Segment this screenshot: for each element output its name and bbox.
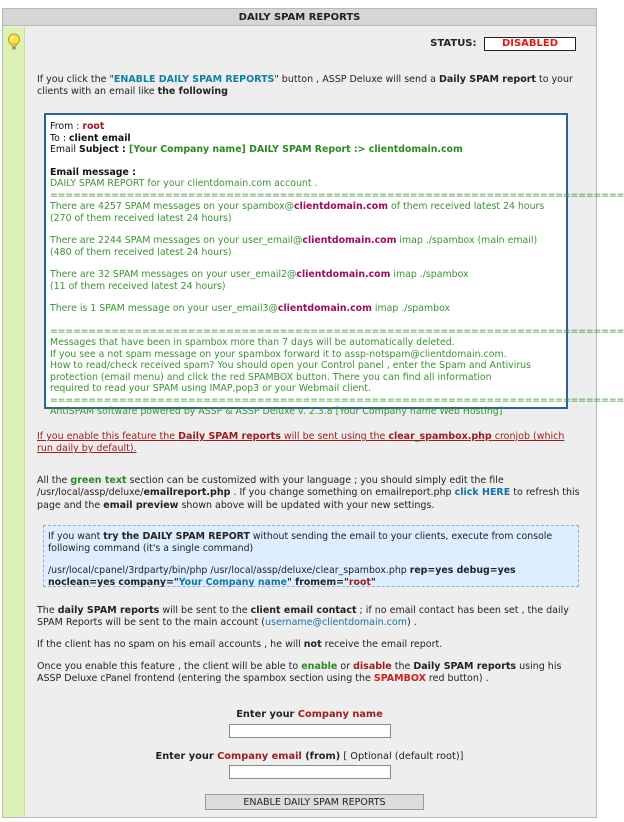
info-bold: Daily SPAM reports xyxy=(178,431,281,442)
subject-domain: clientdomain.com xyxy=(368,144,463,155)
spambox-word: SPAMBOX xyxy=(373,673,426,685)
report-line-3 xyxy=(50,269,562,281)
report-text: There are 4257 SPAM messages on your spambox@ xyxy=(50,201,295,212)
email-from xyxy=(50,121,562,133)
p-bold: Daily SPAM reports xyxy=(413,661,517,672)
report-text: There are 2244 SPAM messages on your user_email@ xyxy=(50,235,303,246)
to-value: client email xyxy=(69,132,131,144)
separator: =========================================================================== xyxy=(50,325,624,337)
report-text: of them received latest 24 hours xyxy=(388,201,545,212)
p-text: The xyxy=(37,605,58,616)
paragraph-no-spam xyxy=(37,639,582,651)
report-line-2-count: (480 of them received latest 24 hours) xyxy=(50,246,232,258)
email-footer: AntiSPAM software powered by ASSP & ASSP Deluxe v. 2.3.8 [Your Company name Web Hosting] xyxy=(50,406,503,417)
p-bold: client email contact xyxy=(250,605,357,616)
enable-info-anchor[interactable] xyxy=(37,431,564,454)
from-label: From : xyxy=(50,121,83,132)
company-email-label xyxy=(37,751,582,764)
intro-bold: Daily SPAM report xyxy=(438,74,536,85)
email-to xyxy=(50,133,562,145)
paragraph-client-control xyxy=(37,661,582,686)
customize-part: to refresh this page and the xyxy=(37,487,580,511)
info-text: If you enable this feature the xyxy=(37,431,179,442)
email-preview xyxy=(44,113,624,417)
info-bold: clear_spambox.php xyxy=(388,431,492,442)
info-text: cronjob (which run daily by default). xyxy=(37,431,565,455)
p-text: or xyxy=(337,661,354,672)
report-domain: clientdomain.com xyxy=(302,235,397,246)
p-text: ) . xyxy=(406,617,417,629)
command-line xyxy=(48,565,574,588)
company-name-input[interactable] xyxy=(229,724,391,738)
customize-part: section can be customized with your language ; you should simply edit the file /usr/local/assp/deluxe/ xyxy=(37,475,504,499)
subject-prefix: Email xyxy=(50,144,79,155)
cmd-args: " fromem=" xyxy=(286,576,349,588)
report-line-3-count: (11 of them received latest 24 hours) xyxy=(50,280,226,292)
command-box xyxy=(43,525,579,587)
footer-line-5: required to read your SPAM using IMAP,pop3 or your Webmail client. xyxy=(50,383,371,394)
disable-word: disable xyxy=(353,661,392,672)
label-text: Enter your xyxy=(155,750,218,762)
footer-line-1: Messages that have been in spambox more than 7 days will be automatically deleted. xyxy=(50,337,455,348)
cmd-path: /usr/local/cpanel/3rdparty/bin/php /usr/local/assp/deluxe/clear_spambox.php xyxy=(48,565,410,576)
p-text: the xyxy=(391,661,414,672)
status-indicator xyxy=(430,37,576,51)
cmd-fromem: root xyxy=(348,576,371,588)
cmd-company: Your Company name xyxy=(178,576,287,588)
enable-daily-spam-reports-button[interactable]: ENABLE DAILY SPAM REPORTS xyxy=(205,794,424,810)
customize-bold: email preview xyxy=(103,499,179,511)
cmd-args: " xyxy=(370,576,376,588)
report-line-1-count: (270 of them received latest 24 hours) xyxy=(50,212,232,224)
enable-info-link[interactable] xyxy=(37,431,582,456)
main-account-email: username@clientdomain.com xyxy=(265,617,407,629)
p-bold: not xyxy=(303,639,322,650)
info-text: will be sent using the xyxy=(280,431,389,442)
company-name-label xyxy=(37,709,582,722)
label-highlight: Company email xyxy=(217,750,302,762)
p-text: If the client has no spam on his email accounts , he will xyxy=(37,639,304,650)
label-text: (from) xyxy=(301,750,341,762)
enable-button-reference: ENABLE DAILY SPAM REPORTS xyxy=(113,74,275,85)
file-name: emailreport.php xyxy=(143,487,231,499)
cmd-bold: try the DAILY SPAM REPORT xyxy=(103,531,250,542)
report-text: imap ./spambox xyxy=(390,269,469,280)
customize-part: shown above will be updated with your new settings. xyxy=(178,499,435,511)
status-badge: DISABLED xyxy=(484,37,576,51)
cmd-text: If you want xyxy=(48,531,104,542)
label-text: Enter your xyxy=(236,709,298,720)
intro-text-part: " button , ASSP Deluxe will send a xyxy=(274,74,439,85)
report-line-4 xyxy=(50,303,562,315)
email-subject xyxy=(50,144,562,156)
green-text-label: green text xyxy=(70,475,127,486)
label-highlight: Company name xyxy=(297,709,383,720)
intro-text-part: If you click the " xyxy=(37,74,114,85)
command-intro xyxy=(48,531,574,554)
left-strip xyxy=(3,27,25,817)
from-value: root xyxy=(82,121,105,132)
page-title: DAILY SPAM REPORTS xyxy=(3,9,596,26)
p-text: red button) . xyxy=(425,673,489,685)
subject-label: Subject : xyxy=(79,144,130,155)
customize-part: All the xyxy=(37,475,71,486)
status-label: STATUS: xyxy=(430,38,477,49)
p-text: will be sent to the xyxy=(159,605,251,616)
separator: =========================================================================== xyxy=(50,394,624,406)
cmd-text: without sending the email to your clients, execute from console following command (it's a single command) xyxy=(48,531,553,554)
report-line-2 xyxy=(50,235,562,247)
footer-line-2: If you see a not spam message on your spambox forward it to assp-notspam@clientdomain.com. xyxy=(50,348,507,360)
report-panel xyxy=(2,8,624,818)
p-text: using his ASSP Deluxe cPanel frontend (entering the spambox section using the xyxy=(37,661,562,685)
intro-bold: the following xyxy=(157,86,228,98)
footer-line-4: protection (email menu) and click the red SPAMBOX button. There you can find all information xyxy=(50,371,492,383)
email-message-label: Email message : xyxy=(50,166,136,178)
report-domain: clientdomain.com xyxy=(296,269,391,280)
report-text: There are 32 SPAM messages on your user_email2@ xyxy=(50,269,297,280)
intro-text-part: to your clients with an email like xyxy=(37,74,573,98)
p-text: ; if no email contact has been set , the daily SPAM Reports will be sent to the main account ( xyxy=(37,605,569,629)
company-email-input[interactable] xyxy=(229,765,391,779)
lightbulb-icon xyxy=(7,33,21,51)
customize-text xyxy=(37,475,582,512)
label-optional: [ Optional (default root)] xyxy=(340,750,464,762)
report-line-1 xyxy=(50,201,562,213)
to-label: To : xyxy=(50,132,69,144)
intro-text xyxy=(37,74,582,99)
report-domain: clientdomain.com xyxy=(294,201,389,212)
separator: =========================================================================== xyxy=(50,189,624,201)
main-content xyxy=(37,27,624,817)
email-greeting: DAILY SPAM REPORT for your clientdomain.com account . xyxy=(50,178,318,189)
report-text: imap ./spambox (main email) xyxy=(396,235,538,246)
enable-word: enable xyxy=(301,661,338,672)
report-domain: clientdomain.com xyxy=(277,303,372,314)
report-text: imap ./spambox xyxy=(371,303,451,314)
cmd-args: rep=yes debug=yes noclean=yes company=" xyxy=(48,565,516,588)
paragraph-recipients xyxy=(37,605,582,630)
p-text: Once you enable this feature , the client will be able to xyxy=(37,661,302,672)
customize-part: . If you change something on emailreport.php xyxy=(230,487,455,499)
settings-form xyxy=(37,709,582,779)
p-bold: daily SPAM reports xyxy=(57,605,160,616)
report-text: There is 1 SPAM message on your user_email3@ xyxy=(50,303,278,314)
refresh-link[interactable]: click HERE xyxy=(454,487,511,499)
p-text: receive the email report. xyxy=(321,639,443,650)
subject-value: [Your Company name] DAILY SPAM Report :> xyxy=(129,144,369,155)
footer-line-3: How to read/check received spam? You should open your Control panel , enter the Spam and Antivirus xyxy=(50,360,532,371)
